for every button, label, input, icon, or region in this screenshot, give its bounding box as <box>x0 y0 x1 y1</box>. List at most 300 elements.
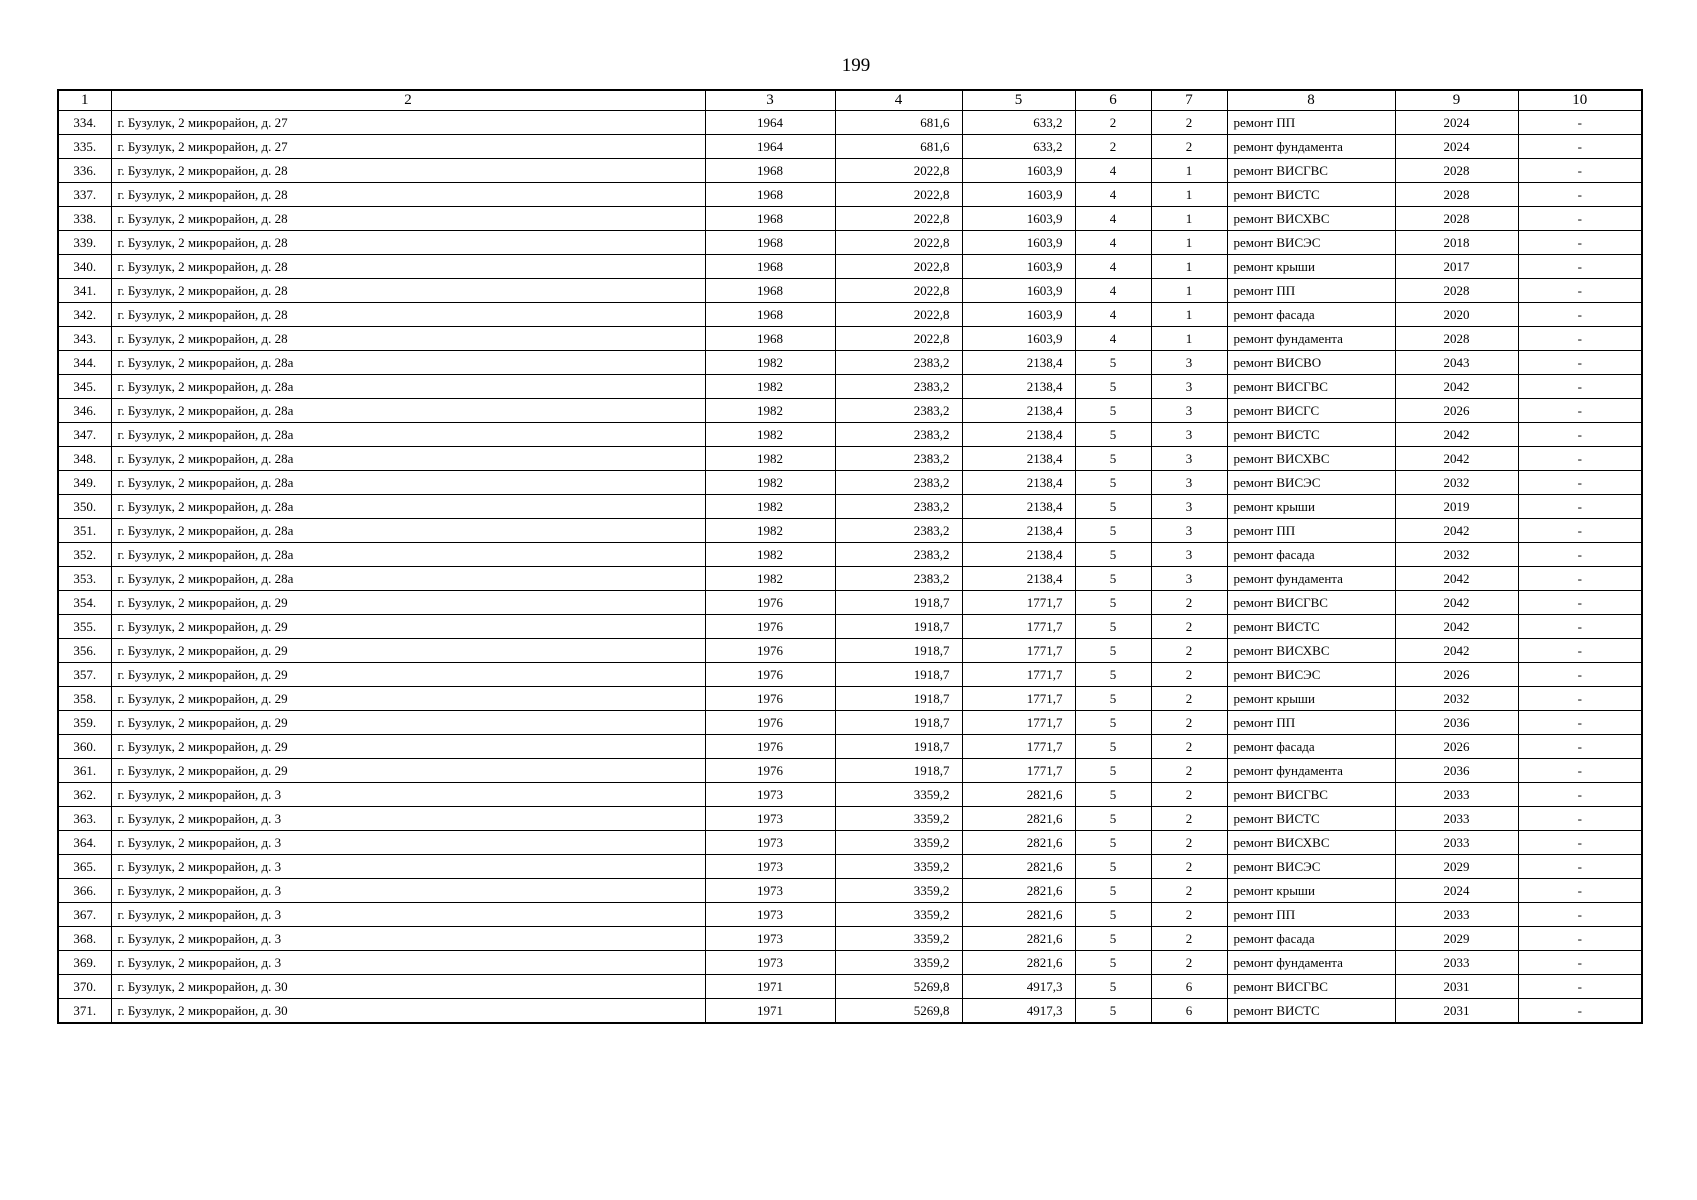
year-built-cell: 1982 <box>705 543 835 567</box>
floors-cell: 5 <box>1075 735 1151 759</box>
total-area-cell: 2022,8 <box>835 231 962 255</box>
planned-year-cell: 2026 <box>1395 399 1518 423</box>
table-row <box>58 783 1642 807</box>
work-type-cell: ремонт ВИСТС <box>1227 999 1395 1024</box>
planned-year-cell: 2024 <box>1395 135 1518 159</box>
year-built-cell: 1982 <box>705 399 835 423</box>
floors-cell: 5 <box>1075 471 1151 495</box>
note-cell: - <box>1518 903 1642 927</box>
floors-cell: 4 <box>1075 231 1151 255</box>
planned-year-cell: 2028 <box>1395 327 1518 351</box>
floors-cell: 5 <box>1075 855 1151 879</box>
entrances-cell: 2 <box>1151 759 1227 783</box>
living-area-cell: 1603,9 <box>962 159 1075 183</box>
floors-cell: 5 <box>1075 807 1151 831</box>
work-type-cell: ремонт ВИСТС <box>1227 183 1395 207</box>
floors-cell: 5 <box>1075 999 1151 1024</box>
table-row <box>58 351 1642 375</box>
planned-year-cell: 2031 <box>1395 999 1518 1024</box>
table-row <box>58 303 1642 327</box>
note-cell: - <box>1518 951 1642 975</box>
address-cell: г. Бузулук, 2 микрорайон, д. 3 <box>111 783 705 807</box>
total-area-cell: 2022,8 <box>835 279 962 303</box>
year-built-cell: 1976 <box>705 735 835 759</box>
header-row <box>58 90 1642 111</box>
living-area-cell: 1771,7 <box>962 663 1075 687</box>
address-cell: г. Бузулук, 2 микрорайон, д. 28а <box>111 423 705 447</box>
total-area-cell: 681,6 <box>835 111 962 135</box>
living-area-cell: 1603,9 <box>962 231 1075 255</box>
note-cell: - <box>1518 375 1642 399</box>
row-number: 352. <box>58 543 111 567</box>
total-area-cell: 3359,2 <box>835 951 962 975</box>
table-row <box>58 495 1642 519</box>
column-header: 8 <box>1227 90 1395 111</box>
entrances-cell: 1 <box>1151 327 1227 351</box>
row-number: 369. <box>58 951 111 975</box>
living-area-cell: 2821,6 <box>962 807 1075 831</box>
entrances-cell: 1 <box>1151 255 1227 279</box>
table-row <box>58 975 1642 999</box>
year-built-cell: 1968 <box>705 207 835 231</box>
floors-cell: 5 <box>1075 495 1151 519</box>
row-number: 365. <box>58 855 111 879</box>
address-cell: г. Бузулук, 2 микрорайон, д. 28 <box>111 303 705 327</box>
year-built-cell: 1982 <box>705 495 835 519</box>
address-cell: г. Бузулук, 2 микрорайон, д. 29 <box>111 687 705 711</box>
note-cell: - <box>1518 615 1642 639</box>
work-type-cell: ремонт ВИСТС <box>1227 807 1395 831</box>
note-cell: - <box>1518 879 1642 903</box>
work-type-cell: ремонт ВИСЭС <box>1227 471 1395 495</box>
note-cell: - <box>1518 111 1642 135</box>
row-number: 366. <box>58 879 111 903</box>
work-type-cell: ремонт ВИСГВС <box>1227 975 1395 999</box>
work-type-cell: ремонт фундамента <box>1227 567 1395 591</box>
year-built-cell: 1973 <box>705 783 835 807</box>
total-area-cell: 1918,7 <box>835 663 962 687</box>
note-cell: - <box>1518 927 1642 951</box>
year-built-cell: 1968 <box>705 303 835 327</box>
table-row <box>58 423 1642 447</box>
floors-cell: 2 <box>1075 135 1151 159</box>
work-type-cell: ремонт ВИСЭС <box>1227 663 1395 687</box>
work-type-cell: ремонт крыши <box>1227 255 1395 279</box>
table-row <box>58 111 1642 135</box>
total-area-cell: 3359,2 <box>835 807 962 831</box>
table-row <box>58 567 1642 591</box>
total-area-cell: 3359,2 <box>835 879 962 903</box>
address-cell: г. Бузулук, 2 микрорайон, д. 29 <box>111 759 705 783</box>
address-cell: г. Бузулук, 2 микрорайон, д. 28 <box>111 183 705 207</box>
note-cell: - <box>1518 999 1642 1024</box>
entrances-cell: 2 <box>1151 903 1227 927</box>
year-built-cell: 1973 <box>705 855 835 879</box>
floors-cell: 5 <box>1075 447 1151 471</box>
entrances-cell: 1 <box>1151 207 1227 231</box>
row-number: 368. <box>58 927 111 951</box>
entrances-cell: 3 <box>1151 543 1227 567</box>
note-cell: - <box>1518 255 1642 279</box>
table-row <box>58 807 1642 831</box>
table-row <box>58 831 1642 855</box>
row-number: 354. <box>58 591 111 615</box>
entrances-cell: 2 <box>1151 927 1227 951</box>
planned-year-cell: 2031 <box>1395 975 1518 999</box>
planned-year-cell: 2042 <box>1395 447 1518 471</box>
planned-year-cell: 2028 <box>1395 159 1518 183</box>
living-area-cell: 633,2 <box>962 135 1075 159</box>
row-number: 353. <box>58 567 111 591</box>
planned-year-cell: 2020 <box>1395 303 1518 327</box>
living-area-cell: 2138,4 <box>962 567 1075 591</box>
table-row <box>58 927 1642 951</box>
row-number: 335. <box>58 135 111 159</box>
note-cell: - <box>1518 351 1642 375</box>
table-row <box>58 879 1642 903</box>
table-row <box>58 711 1642 735</box>
work-type-cell: ремонт ВИСГВС <box>1227 783 1395 807</box>
entrances-cell: 1 <box>1151 183 1227 207</box>
living-area-cell: 4917,3 <box>962 999 1075 1024</box>
entrances-cell: 2 <box>1151 663 1227 687</box>
work-type-cell: ремонт фасада <box>1227 927 1395 951</box>
row-number: 367. <box>58 903 111 927</box>
work-type-cell: ремонт ВИСГВС <box>1227 591 1395 615</box>
row-number: 345. <box>58 375 111 399</box>
total-area-cell: 5269,8 <box>835 999 962 1024</box>
year-built-cell: 1982 <box>705 519 835 543</box>
total-area-cell: 1918,7 <box>835 687 962 711</box>
entrances-cell: 2 <box>1151 135 1227 159</box>
floors-cell: 5 <box>1075 711 1151 735</box>
address-cell: г. Бузулук, 2 микрорайон, д. 3 <box>111 927 705 951</box>
living-area-cell: 2138,4 <box>962 399 1075 423</box>
row-number: 349. <box>58 471 111 495</box>
note-cell: - <box>1518 399 1642 423</box>
address-cell: г. Бузулук, 2 микрорайон, д. 29 <box>111 615 705 639</box>
planned-year-cell: 2033 <box>1395 951 1518 975</box>
year-built-cell: 1971 <box>705 975 835 999</box>
table-row <box>58 759 1642 783</box>
address-cell: г. Бузулук, 2 микрорайон, д. 28а <box>111 399 705 423</box>
living-area-cell: 2821,6 <box>962 927 1075 951</box>
note-cell: - <box>1518 591 1642 615</box>
living-area-cell: 1603,9 <box>962 255 1075 279</box>
note-cell: - <box>1518 231 1642 255</box>
work-type-cell: ремонт ВИСГС <box>1227 399 1395 423</box>
total-area-cell: 1918,7 <box>835 759 962 783</box>
work-type-cell: ремонт ВИСЭС <box>1227 855 1395 879</box>
address-cell: г. Бузулук, 2 микрорайон, д. 28а <box>111 471 705 495</box>
living-area-cell: 2138,4 <box>962 471 1075 495</box>
work-type-cell: ремонт ВИСТС <box>1227 615 1395 639</box>
year-built-cell: 1982 <box>705 567 835 591</box>
planned-year-cell: 2028 <box>1395 207 1518 231</box>
living-area-cell: 2821,6 <box>962 903 1075 927</box>
living-area-cell: 2821,6 <box>962 951 1075 975</box>
note-cell: - <box>1518 135 1642 159</box>
address-cell: г. Бузулук, 2 микрорайон, д. 28а <box>111 495 705 519</box>
floors-cell: 4 <box>1075 279 1151 303</box>
living-area-cell: 2138,4 <box>962 375 1075 399</box>
planned-year-cell: 2042 <box>1395 567 1518 591</box>
row-number: 336. <box>58 159 111 183</box>
note-cell: - <box>1518 663 1642 687</box>
entrances-cell: 6 <box>1151 975 1227 999</box>
total-area-cell: 2022,8 <box>835 255 962 279</box>
floors-cell: 5 <box>1075 423 1151 447</box>
row-number: 359. <box>58 711 111 735</box>
address-cell: г. Бузулук, 2 микрорайон, д. 28 <box>111 159 705 183</box>
column-header: 1 <box>58 90 111 111</box>
total-area-cell: 1918,7 <box>835 591 962 615</box>
year-built-cell: 1976 <box>705 615 835 639</box>
planned-year-cell: 2036 <box>1395 711 1518 735</box>
work-type-cell: ремонт крыши <box>1227 687 1395 711</box>
note-cell: - <box>1518 471 1642 495</box>
year-built-cell: 1982 <box>705 375 835 399</box>
note-cell: - <box>1518 783 1642 807</box>
planned-year-cell: 2018 <box>1395 231 1518 255</box>
floors-cell: 5 <box>1075 831 1151 855</box>
entrances-cell: 2 <box>1151 831 1227 855</box>
address-cell: г. Бузулук, 2 микрорайон, д. 28 <box>111 279 705 303</box>
living-area-cell: 1771,7 <box>962 591 1075 615</box>
note-cell: - <box>1518 639 1642 663</box>
row-number: 370. <box>58 975 111 999</box>
planned-year-cell: 2017 <box>1395 255 1518 279</box>
work-type-cell: ремонт фасада <box>1227 735 1395 759</box>
living-area-cell: 2821,6 <box>962 855 1075 879</box>
work-type-cell: ремонт ПП <box>1227 903 1395 927</box>
note-cell: - <box>1518 303 1642 327</box>
living-area-cell: 1603,9 <box>962 183 1075 207</box>
note-cell: - <box>1518 807 1642 831</box>
work-type-cell: ремонт фасада <box>1227 303 1395 327</box>
year-built-cell: 1973 <box>705 927 835 951</box>
living-area-cell: 1603,9 <box>962 279 1075 303</box>
planned-year-cell: 2042 <box>1395 375 1518 399</box>
address-cell: г. Бузулук, 2 микрорайон, д. 3 <box>111 807 705 831</box>
living-area-cell: 1771,7 <box>962 735 1075 759</box>
table-row <box>58 159 1642 183</box>
page-number: 199 <box>841 55 871 76</box>
work-type-cell: ремонт ВИСХВС <box>1227 639 1395 663</box>
row-number: 351. <box>58 519 111 543</box>
note-cell: - <box>1518 855 1642 879</box>
floors-cell: 5 <box>1075 783 1151 807</box>
total-area-cell: 2022,8 <box>835 159 962 183</box>
planned-year-cell: 2026 <box>1395 735 1518 759</box>
living-area-cell: 1603,9 <box>962 207 1075 231</box>
floors-cell: 4 <box>1075 159 1151 183</box>
total-area-cell: 2022,8 <box>835 183 962 207</box>
floors-cell: 5 <box>1075 351 1151 375</box>
row-number: 355. <box>58 615 111 639</box>
year-built-cell: 1976 <box>705 663 835 687</box>
address-cell: г. Бузулук, 2 микрорайон, д. 29 <box>111 663 705 687</box>
floors-cell: 5 <box>1075 543 1151 567</box>
year-built-cell: 1964 <box>705 135 835 159</box>
planned-year-cell: 2028 <box>1395 183 1518 207</box>
total-area-cell: 2022,8 <box>835 327 962 351</box>
year-built-cell: 1976 <box>705 759 835 783</box>
table-row <box>58 639 1642 663</box>
planned-year-cell: 2042 <box>1395 639 1518 663</box>
address-cell: г. Бузулук, 2 микрорайон, д. 29 <box>111 711 705 735</box>
work-type-cell: ремонт ВИСГВС <box>1227 159 1395 183</box>
living-area-cell: 1603,9 <box>962 303 1075 327</box>
entrances-cell: 2 <box>1151 615 1227 639</box>
row-number: 341. <box>58 279 111 303</box>
note-cell: - <box>1518 183 1642 207</box>
table-row <box>58 471 1642 495</box>
planned-year-cell: 2032 <box>1395 471 1518 495</box>
table-row <box>58 279 1642 303</box>
planned-year-cell: 2033 <box>1395 783 1518 807</box>
entrances-cell: 3 <box>1151 351 1227 375</box>
floors-cell: 5 <box>1075 399 1151 423</box>
total-area-cell: 2383,2 <box>835 543 962 567</box>
entrances-cell: 3 <box>1151 375 1227 399</box>
work-type-cell: ремонт ВИСТС <box>1227 423 1395 447</box>
total-area-cell: 3359,2 <box>835 783 962 807</box>
work-type-cell: ремонт ПП <box>1227 519 1395 543</box>
year-built-cell: 1973 <box>705 903 835 927</box>
floors-cell: 5 <box>1075 975 1151 999</box>
total-area-cell: 2022,8 <box>835 207 962 231</box>
table-row <box>58 663 1642 687</box>
total-area-cell: 2022,8 <box>835 303 962 327</box>
note-cell: - <box>1518 567 1642 591</box>
table-row <box>58 903 1642 927</box>
row-number: 358. <box>58 687 111 711</box>
living-area-cell: 2821,6 <box>962 879 1075 903</box>
work-type-cell: ремонт ВИСХВС <box>1227 831 1395 855</box>
row-number: 360. <box>58 735 111 759</box>
entrances-cell: 1 <box>1151 159 1227 183</box>
total-area-cell: 2383,2 <box>835 399 962 423</box>
row-number: 350. <box>58 495 111 519</box>
entrances-cell: 2 <box>1151 591 1227 615</box>
note-cell: - <box>1518 543 1642 567</box>
row-number: 334. <box>58 111 111 135</box>
floors-cell: 5 <box>1075 759 1151 783</box>
planned-year-cell: 2028 <box>1395 279 1518 303</box>
table-row <box>58 231 1642 255</box>
planned-year-cell: 2024 <box>1395 879 1518 903</box>
work-type-cell: ремонт ВИСВО <box>1227 351 1395 375</box>
table-row <box>58 591 1642 615</box>
row-number: 363. <box>58 807 111 831</box>
entrances-cell: 3 <box>1151 471 1227 495</box>
address-cell: г. Бузулук, 2 микрорайон, д. 29 <box>111 639 705 663</box>
living-area-cell: 2821,6 <box>962 783 1075 807</box>
entrances-cell: 1 <box>1151 303 1227 327</box>
table-row <box>58 855 1642 879</box>
work-type-cell: ремонт фундамента <box>1227 951 1395 975</box>
year-built-cell: 1964 <box>705 111 835 135</box>
year-built-cell: 1973 <box>705 951 835 975</box>
entrances-cell: 3 <box>1151 567 1227 591</box>
entrances-cell: 2 <box>1151 111 1227 135</box>
living-area-cell: 1771,7 <box>962 687 1075 711</box>
entrances-cell: 1 <box>1151 279 1227 303</box>
planned-year-cell: 2042 <box>1395 615 1518 639</box>
floors-cell: 5 <box>1075 591 1151 615</box>
work-type-cell: ремонт фундамента <box>1227 135 1395 159</box>
year-built-cell: 1982 <box>705 447 835 471</box>
floors-cell: 5 <box>1075 951 1151 975</box>
planned-year-cell: 2029 <box>1395 927 1518 951</box>
total-area-cell: 2383,2 <box>835 375 962 399</box>
address-cell: г. Бузулук, 2 микрорайон, д. 28а <box>111 375 705 399</box>
living-area-cell: 2138,4 <box>962 447 1075 471</box>
row-number: 338. <box>58 207 111 231</box>
floors-cell: 4 <box>1075 207 1151 231</box>
table-body <box>58 111 1642 1024</box>
total-area-cell: 2383,2 <box>835 447 962 471</box>
planned-year-cell: 2042 <box>1395 519 1518 543</box>
table-row <box>58 447 1642 471</box>
total-area-cell: 3359,2 <box>835 831 962 855</box>
floors-cell: 5 <box>1075 663 1151 687</box>
table-row <box>58 375 1642 399</box>
address-cell: г. Бузулук, 2 микрорайон, д. 27 <box>111 111 705 135</box>
note-cell: - <box>1518 207 1642 231</box>
row-number: 356. <box>58 639 111 663</box>
floors-cell: 4 <box>1075 303 1151 327</box>
total-area-cell: 2383,2 <box>835 351 962 375</box>
address-cell: г. Бузулук, 2 микрорайон, д. 3 <box>111 831 705 855</box>
work-type-cell: ремонт ВИСЭС <box>1227 231 1395 255</box>
floors-cell: 5 <box>1075 615 1151 639</box>
column-header: 3 <box>705 90 835 111</box>
row-number: 343. <box>58 327 111 351</box>
living-area-cell: 2821,6 <box>962 831 1075 855</box>
total-area-cell: 2383,2 <box>835 519 962 543</box>
living-area-cell: 2138,4 <box>962 423 1075 447</box>
floors-cell: 4 <box>1075 327 1151 351</box>
year-built-cell: 1968 <box>705 327 835 351</box>
planned-year-cell: 2033 <box>1395 807 1518 831</box>
total-area-cell: 1918,7 <box>835 711 962 735</box>
address-cell: г. Бузулук, 2 микрорайон, д. 28а <box>111 567 705 591</box>
address-cell: г. Бузулук, 2 микрорайон, д. 3 <box>111 951 705 975</box>
entrances-cell: 3 <box>1151 447 1227 471</box>
address-cell: г. Бузулук, 2 микрорайон, д. 3 <box>111 879 705 903</box>
address-cell: г. Бузулук, 2 микрорайон, д. 30 <box>111 999 705 1024</box>
total-area-cell: 1918,7 <box>835 615 962 639</box>
total-area-cell: 5269,8 <box>835 975 962 999</box>
work-type-cell: ремонт ПП <box>1227 111 1395 135</box>
living-area-cell: 2138,4 <box>962 495 1075 519</box>
living-area-cell: 2138,4 <box>962 351 1075 375</box>
year-built-cell: 1976 <box>705 639 835 663</box>
total-area-cell: 1918,7 <box>835 735 962 759</box>
work-type-cell: ремонт крыши <box>1227 495 1395 519</box>
work-type-cell: ремонт ВИСХВС <box>1227 447 1395 471</box>
note-cell: - <box>1518 735 1642 759</box>
column-header: 2 <box>111 90 705 111</box>
planned-year-cell: 2033 <box>1395 903 1518 927</box>
table-row <box>58 687 1642 711</box>
total-area-cell: 2383,2 <box>835 495 962 519</box>
year-built-cell: 1976 <box>705 687 835 711</box>
column-header: 5 <box>962 90 1075 111</box>
note-cell: - <box>1518 759 1642 783</box>
